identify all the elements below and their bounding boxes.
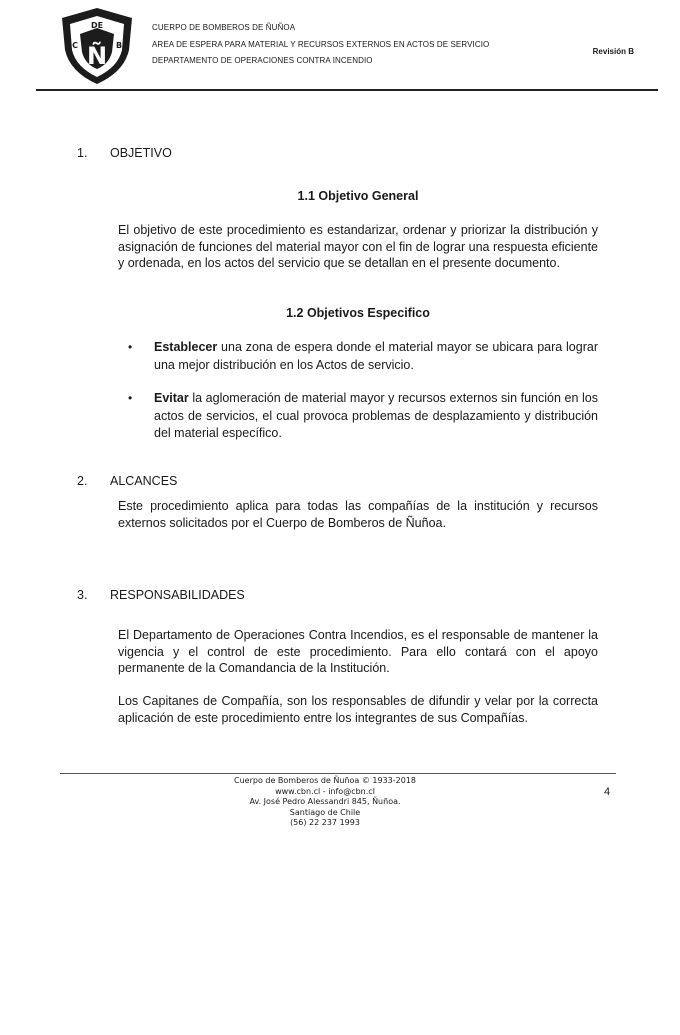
footer-address: Av. José Pedro Alessandri 845, Ñuñoa.: [249, 797, 401, 806]
footer-contact-block: [200, 776, 450, 829]
bullet-body: una zona de espera donde el material mayor se ubicara para lograr una mejor distribución en los Actos de servicio.: [154, 340, 598, 372]
bullet-lead-word: Evitar: [154, 391, 189, 405]
section-1-number: 1.: [77, 146, 88, 160]
alcances-text: Este procedimiento aplica para todas las compañías de la institución y recursos externos solicitados por el Cuerpo de Bomberos de Ñuñoa.: [118, 499, 598, 530]
header-text-block: [152, 20, 489, 70]
logo-letter-b: B: [115, 41, 123, 50]
footer-copyright: Cuerpo de Bomberos de Ñuñoa © 1933-2018: [234, 776, 416, 785]
section-3-number: 3.: [77, 588, 88, 602]
footer-divider: [60, 773, 616, 774]
bullet-body: la aglomeración de material mayor y recursos externos sin función en los actos de servicios, el cual provoca problemas de desplazamiento y distribución del material específico.: [154, 391, 598, 440]
cbn-shield-logo: [58, 6, 136, 86]
bullet-lead-word: Establecer: [154, 340, 218, 354]
bullet-item-evitar: [154, 390, 598, 443]
section-2-title: ALCANCES: [110, 474, 178, 488]
bullet-item-establecer: [154, 339, 598, 374]
objetivo-general-title: 1.1 Objetivo General: [297, 189, 419, 203]
objetivo-general-text: El objetivo de este procedimiento es estandarizar, ordenar y priorizar la distribución y asignación de funciones del material mayor con el fin de lograr una respuesta eficiente y ordenada, en los actos del servicio que se detallan en el presente documento.: [118, 223, 598, 270]
section-2-number: 2.: [77, 474, 88, 488]
footer-web-email: www.cbn.cl - info@cbn.cl: [275, 786, 375, 796]
logo-text-de: DE: [90, 21, 104, 30]
bullet-marker: •: [128, 340, 133, 354]
section-3-title: RESPONSABILIDADES: [110, 588, 245, 602]
footer-phone: (56) 22 237 1993: [290, 818, 360, 827]
header-department: DEPARTAMENTO DE OPERACIONES CONTRA INCENDIO: [152, 56, 373, 65]
responsabilidades-paragraph-1: El Departamento de Operaciones Contra Incendios, es el responsable de mantener la vigencia y el control de este procedimiento. Para ello contará con el apoyo permanente de la Comandancia de la Institución.: [118, 628, 598, 675]
header-divider: [36, 89, 658, 91]
bullet-marker: •: [128, 391, 133, 405]
responsabilidades-paragraph-2: Los Capitanes de Compañía, son los responsables de difundir y velar por la correcta aplicación de este procedimiento entre los integrantes de sus Compañías.: [118, 694, 598, 725]
header-procedure-title: AREA DE ESPERA PARA MATERIAL Y RECURSOS EXTERNOS EN ACTOS DE SERVICIO: [152, 39, 490, 49]
footer-city: Santiago de Chile: [289, 807, 361, 817]
page-number: 4: [604, 786, 611, 798]
revision-label: Revisión B: [592, 47, 634, 56]
logo-letter-c: C: [72, 41, 78, 50]
logo-letter-n: Ñ: [86, 42, 108, 70]
header-organization: CUERPO DE BOMBEROS DE ÑUÑOA: [152, 23, 296, 32]
section-1-title: OBJETIVO: [110, 146, 172, 160]
objetivos-especifico-title: 1.2 Objetivos Especifico: [286, 306, 430, 320]
